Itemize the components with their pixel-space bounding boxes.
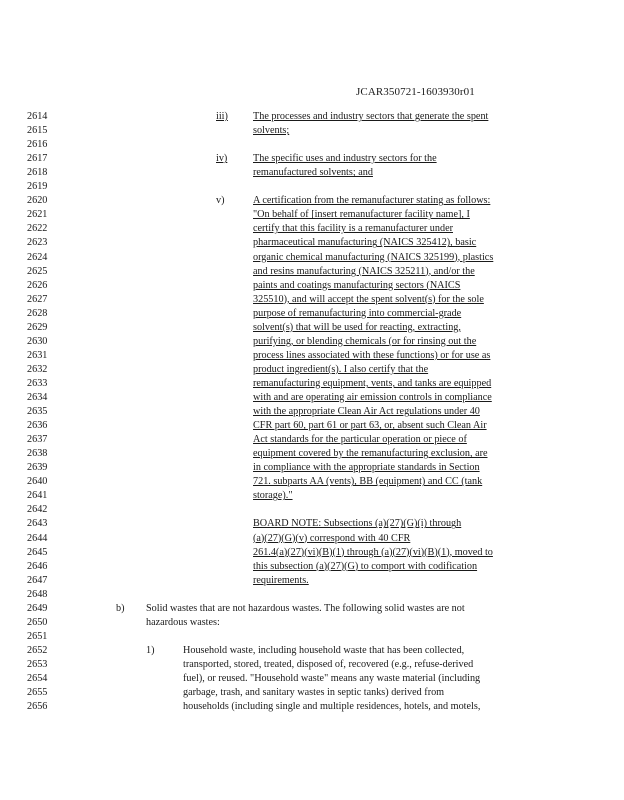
document-line [0, 236, 624, 250]
document-line [0, 166, 624, 180]
document-line [0, 265, 624, 279]
line-number: 2636 [27, 420, 48, 432]
document-line [0, 672, 624, 686]
document-line [0, 251, 624, 265]
line-text: 325510), and will accept the spent solvent(s) for the sole [253, 293, 484, 305]
document-line [0, 700, 624, 714]
line-text: product ingredient(s). I also certify that the [253, 363, 429, 375]
document-line [0, 658, 624, 672]
line-text: paints and coatings manufacturing sectors (NAICS [253, 279, 461, 291]
line-number: 2614 [27, 111, 48, 122]
document-line [0, 602, 624, 616]
line-number: 2617 [27, 153, 48, 165]
document-line [0, 138, 624, 152]
line-text: organic chemical manufacturing (NAICS 325199), plastics [253, 251, 494, 263]
document-line [0, 335, 624, 349]
enumeration-marker: b) [116, 602, 125, 614]
line-text: pharmaceutical manufacturing (NAICS 325412), basic [253, 237, 477, 249]
document-line [0, 475, 624, 489]
document-line [0, 546, 624, 560]
line-number: 2625 [27, 265, 48, 277]
document-id-header: JCAR350721-1603930r01 [356, 86, 475, 98]
document-line [0, 503, 624, 517]
line-number: 2652 [27, 644, 48, 656]
line-text: requirements. [253, 574, 309, 586]
line-text: 261.4(a)(27)(vi)(B)(1) through (a)(27)(vi)(B)(1), moved to [253, 546, 493, 558]
line-text: storage)." [253, 490, 293, 502]
line-text: and resins manufacturing (NAICS 325211), and/or the [253, 265, 475, 277]
line-number: 2641 [27, 490, 48, 502]
line-text: with the appropriate Clean Air Act regulations under 40 [253, 406, 480, 418]
line-number: 2656 [27, 701, 48, 713]
line-number: 2621 [27, 209, 48, 221]
line-number: 2635 [27, 406, 48, 418]
line-number: 2615 [27, 125, 48, 137]
line-text: BOARD NOTE: Subsections (a)(27)(G)(i) through [253, 518, 462, 530]
line-number: 2627 [27, 293, 48, 305]
document-line [0, 419, 624, 433]
line-number: 2622 [27, 223, 48, 235]
document-line [0, 180, 624, 194]
line-number: 2618 [27, 167, 48, 179]
line-number: 2629 [27, 321, 48, 333]
line-text: fuel), or reused. "Household waste" means any waste material (including [183, 673, 481, 684]
line-text: remanufacturing equipment, vents, and tanks are equipped [253, 377, 492, 389]
enumeration-marker: 1) [146, 644, 155, 656]
line-number: 2631 [27, 349, 48, 361]
document-line [0, 222, 624, 236]
document-line [0, 461, 624, 475]
line-text: Act standards for the particular operation or piece of [253, 434, 467, 446]
line-text: "On behalf of [insert remanufacturer facility name], I [253, 209, 470, 221]
enumeration-marker: iv) [216, 153, 228, 165]
document-line [0, 363, 624, 377]
line-number: 2633 [27, 377, 48, 389]
line-number: 2630 [27, 335, 48, 347]
enumeration-marker: v) [216, 195, 225, 207]
line-text: The specific uses and industry sectors for the [253, 153, 437, 165]
line-number: 2637 [27, 434, 48, 446]
document-line [0, 489, 624, 503]
document-line [0, 433, 624, 447]
line-number: 2648 [27, 588, 48, 600]
line-number: 2655 [27, 687, 48, 699]
document-line [0, 321, 624, 335]
line-text: CFR part 60, part 61 or part 63, or, absent such Clean Air [253, 420, 487, 432]
line-number: 2632 [27, 363, 48, 375]
line-text: with and are operating air emission controls in compliance [253, 392, 492, 403]
line-number: 2647 [27, 574, 48, 586]
line-text: in compliance with the appropriate standards in Section [253, 462, 480, 474]
line-text: Solid wastes that are not hazardous wastes. The following solid wastes are not [146, 602, 465, 614]
document-line [0, 152, 624, 166]
line-number: 2620 [27, 195, 48, 207]
line-number: 2650 [27, 616, 48, 628]
line-number: 2644 [27, 532, 48, 544]
line-number: 2654 [27, 673, 48, 684]
document-line [0, 588, 624, 602]
line-number: 2628 [27, 307, 48, 319]
document-line [0, 293, 624, 307]
line-number: 2624 [27, 251, 48, 263]
line-number: 2640 [27, 476, 48, 488]
document-line [0, 110, 624, 124]
document-line [0, 377, 624, 391]
enumeration-marker: iii) [216, 111, 228, 122]
line-text: (a)(27)(G)(v) correspond with 40 CFR [253, 532, 411, 544]
line-number: 2651 [27, 630, 48, 642]
document-line [0, 405, 624, 419]
document-line [0, 307, 624, 321]
document-line [0, 208, 624, 222]
document-line [0, 532, 624, 546]
document-line [0, 686, 624, 700]
line-number: 2653 [27, 658, 48, 670]
line-text: certify that this facility is a remanufacturer under [253, 223, 453, 235]
line-text: solvent(s) that will be used for reacting, extracting, [253, 321, 461, 333]
document-line [0, 349, 624, 363]
line-text: this subsection (a)(27)(G) to comport with codification [253, 560, 478, 572]
document-line [0, 124, 624, 138]
line-text: The processes and industry sectors that generate the spent [253, 111, 489, 122]
line-number: 2649 [27, 602, 48, 614]
line-number: 2626 [27, 279, 48, 291]
line-number: 2619 [27, 181, 48, 193]
document-line [0, 447, 624, 461]
line-number: 2638 [27, 448, 48, 460]
document-line [0, 391, 624, 405]
line-number: 2616 [27, 139, 48, 151]
line-text: transported, stored, treated, disposed of, recovered (e.g., refuse-derived [183, 658, 474, 670]
line-text: purifying, or blending chemicals (or for rinsing out the [253, 335, 477, 347]
line-text: equipment covered by the remanufacturing exclusion, are [253, 448, 488, 460]
line-text: A certification from the remanufacturer stating as follows: [253, 195, 491, 207]
line-number: 2639 [27, 462, 48, 474]
line-text: solvents; [253, 125, 290, 137]
line-text: households (including single and multiple residences, hotels, and motels, [183, 701, 481, 713]
line-text: Household waste, including household waste that has been collected, [183, 644, 465, 656]
line-number: 2634 [27, 392, 48, 403]
document-line [0, 517, 624, 531]
document-line [0, 616, 624, 630]
document-line [0, 574, 624, 588]
line-number: 2646 [27, 560, 48, 572]
document-line [0, 644, 624, 658]
document-line [0, 630, 624, 644]
document-line [0, 194, 624, 208]
line-text: process lines associated with these functions) or for use as [253, 349, 491, 361]
line-text: purpose of remanufacturing into commercial-grade [253, 307, 462, 319]
line-number: 2643 [27, 518, 48, 530]
line-text: garbage, trash, and sanitary wastes in septic tanks) derived from [183, 687, 445, 699]
document-line [0, 279, 624, 293]
line-text: hazardous wastes: [146, 616, 220, 628]
document-line [0, 560, 624, 574]
line-text: remanufactured solvents; and [253, 167, 373, 179]
line-text: 721. subparts AA (vents), BB (equipment) and CC (tank [253, 476, 483, 488]
line-number: 2642 [27, 504, 48, 516]
line-number: 2623 [27, 237, 48, 249]
line-number: 2645 [27, 546, 48, 558]
